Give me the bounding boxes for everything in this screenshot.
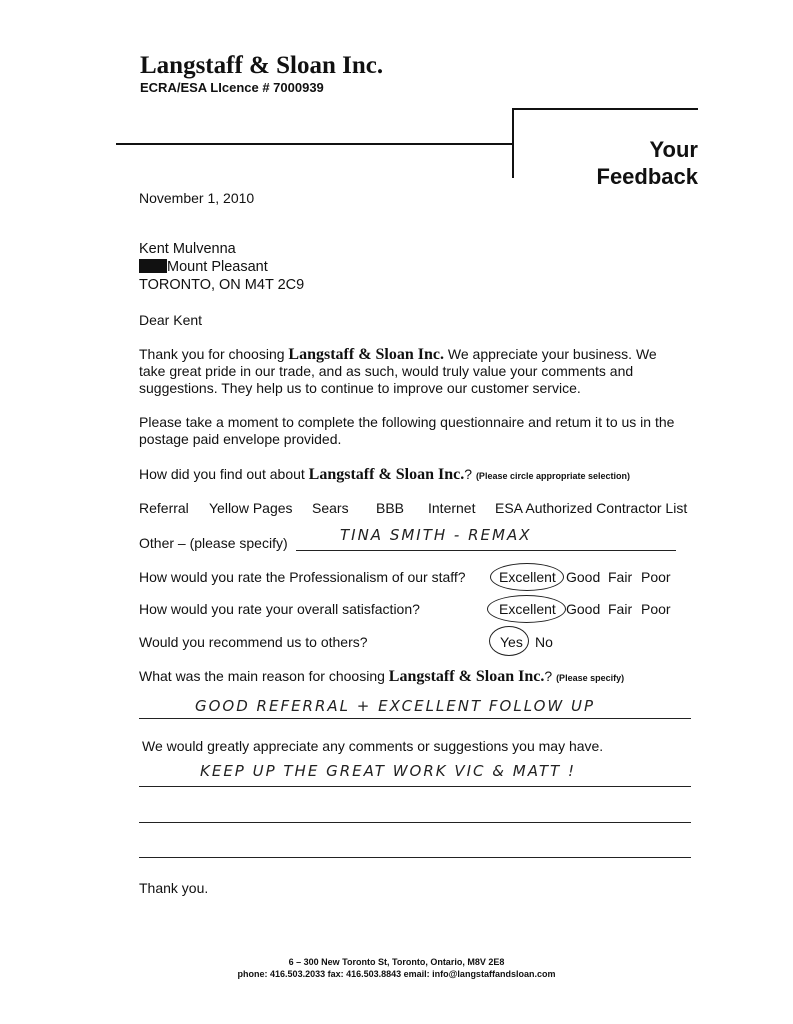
footer-address: 6 – 300 New Toronto St, Toronto, Ontario, M8V 2E8 [288,957,505,967]
q2-selection-circle [490,563,564,591]
q5-question [139,668,624,687]
q4-selection-circle [489,626,529,656]
q3-option-poor[interactable]: Poor [641,601,671,617]
q1-prefix: How did you find out about [139,466,309,482]
closing: Thank you. [139,880,209,896]
q1-option-yellow-pages[interactable]: Yellow Pages [209,500,293,516]
q1-question [139,466,630,485]
redaction-block [139,259,167,273]
q1-note: (Please circle appropriate selection) [475,471,631,481]
intro-text-after: We appreciate your business. We [444,346,657,362]
q1-suffix: ? [464,466,473,482]
feedback-title-line2: Feedback [596,164,698,189]
footer-contact: phone: 416.503.2033 fax: 416.503.8843 email: info@langstaffandsloan.com [237,969,556,979]
q5-company-name: Langstaff & Sloan Inc. [388,668,545,685]
header-rule-vertical [512,108,514,178]
comment-line-1 [139,786,691,787]
q5-suffix: ? [544,668,553,684]
licence-number: ECRA/ESA LIcence # 7000939 [140,80,324,95]
intro-paragraph [139,346,709,397]
q5-answer[interactable]: GOOD REFERRAL + EXCELLENT FOLLOW UP [195,697,596,715]
recipient-street: Mount Pleasant [167,259,268,275]
feedback-title-line1: Your [649,137,698,162]
recipient-street-line [139,258,304,276]
q5-prefix: What was the main reason for choosing [139,668,389,684]
q2-option-excellent[interactable]: Excellent [499,569,556,585]
feedback-title [597,136,699,190]
q4-question: Would you recommend us to others? [139,634,368,650]
comment-line-2 [139,822,691,823]
intro-line-1 [139,346,709,363]
q4-option-no[interactable]: No [535,634,553,650]
company-name: Langstaff & Sloan Inc. [140,52,384,79]
q1-option-sears[interactable]: Sears [312,500,349,516]
instructions-paragraph [139,414,719,448]
q1-option-bbb[interactable]: BBB [376,500,405,516]
q6-question: We would greatly appreciate any comments or suggestions you may have. [142,738,604,754]
recipient-city: TORONTO, ON M4T 2C9 [139,277,305,293]
q1-other-underline [296,550,676,551]
q2-option-poor[interactable]: Poor [641,569,671,585]
q1-other-label: Other – (please specify) [139,535,288,551]
q3-option-fair[interactable]: Fair [608,601,633,617]
q2-option-good[interactable]: Good [566,569,601,585]
letter-date: November 1, 2010 [139,190,255,206]
salutation: Dear Kent [139,312,203,328]
intro-line-3: suggestions. They help us to continue to improve our customer service. [139,380,581,396]
q1-option-referral[interactable]: Referral [139,500,189,516]
q5-note: (Please specify) [556,673,625,683]
q6-answer[interactable]: KEEP UP THE GREAT WORK VIC & MATT ! [200,762,576,780]
q1-other-answer[interactable]: TINA SMITH - REMAX [340,526,532,544]
q1-option-esa-list[interactable]: ESA Authorized Contractor List [495,500,688,516]
q3-selection-circle [487,595,566,623]
comment-line-3 [139,857,691,858]
instructions-line-1: Please take a moment to complete the following questionnaire and retum it to us in the [139,414,675,430]
intro-line-2: take great pride in our trade, and as such, would truly value your comments and [139,363,634,379]
q3-question: How would you rate your overall satisfaction? [139,601,420,617]
recipient-address [139,240,304,294]
q2-option-fair[interactable]: Fair [608,569,633,585]
intro-company-name: Langstaff & Sloan Inc. [288,346,444,363]
q3-option-excellent[interactable]: Excellent [499,601,556,617]
q4-option-yes[interactable]: Yes [500,634,523,650]
q3-option-good[interactable]: Good [566,601,601,617]
intro-text-before: Thank you for choosing [139,346,289,362]
instructions-line-2: postage paid envelope provided. [139,431,342,447]
q5-underline [139,718,691,719]
header-rule-left [116,143,512,145]
header-rule-right [512,108,698,110]
footer [0,956,793,980]
q1-company-name: Langstaff & Sloan Inc. [308,466,465,483]
recipient-name: Kent Mulvenna [139,241,236,257]
q1-option-internet[interactable]: Internet [428,500,476,516]
q2-question: How would you rate the Professionalism of our staff? [139,569,466,585]
